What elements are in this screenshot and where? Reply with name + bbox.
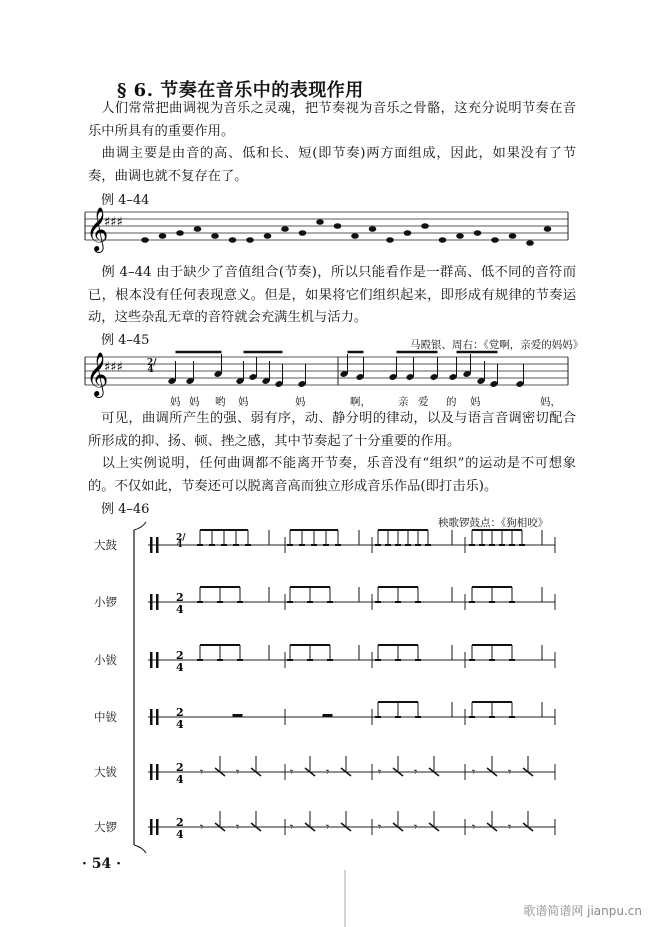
lyric-syllable: 妈 <box>170 396 181 408</box>
eighth-rest: 𝄾 <box>290 765 294 779</box>
time-signature: 4 <box>176 603 184 616</box>
bracket-ends <box>134 522 146 853</box>
whole-note <box>211 233 219 239</box>
eighth-rest: 𝄾 <box>414 765 418 779</box>
paragraph-text: 曲调主要是由音的高、低和长、短(即节奏)两方面组成，因此，如果没有了节奏，曲调也就不复存在了。 <box>88 146 576 184</box>
whole-note <box>351 233 359 239</box>
lyric-syllable: 爱 <box>418 396 429 408</box>
whole-note <box>456 233 464 239</box>
instrument-label: 大钹 <box>94 765 117 779</box>
lyric-syllable: 妈， <box>540 396 561 408</box>
whole-note <box>544 226 552 232</box>
key-signature-sharps: ♯♯♯ <box>104 215 123 230</box>
lyric-syllable: 妈 <box>470 396 481 408</box>
lyric-syllable: 啊， <box>350 396 371 408</box>
whole-note <box>404 230 412 236</box>
whole-note <box>526 240 534 246</box>
paragraph-text: 人们常常把曲调视为音乐之灵魂，把节奏视为音乐之骨骼，这充分说明节奏在音乐中所具有的重要作用。 <box>88 101 576 139</box>
eighth-rest: 𝄾 <box>508 820 512 834</box>
paragraph-text: 以上实例说明，任何曲调都不能离开节奏，乐音没有“组织”的运动是不可想象的。不仅如此，节奏还可以脱离音高而独立形成音乐作品(即打击乐)。 <box>88 456 576 494</box>
treble-clef: 𝄞 <box>86 207 109 251</box>
eighth-rest: 𝄾 <box>472 820 476 834</box>
whole-note <box>386 237 394 243</box>
eighth-rest: 𝄾 <box>236 765 240 779</box>
time-signature-4-45: 2/4 <box>147 358 157 375</box>
lyric-syllable: 妈 <box>189 396 200 408</box>
time-signature: 2 <box>176 591 184 604</box>
whole-note <box>439 237 447 243</box>
example-label-4-44: 例 4–44 <box>101 193 150 208</box>
eighth-rest: 𝄾 <box>200 765 204 779</box>
example-source-4-46: 秧歌锣鼓点：《狗相咬》 <box>438 517 549 529</box>
percussion-clef <box>150 537 153 553</box>
whole-note <box>316 219 324 225</box>
eighth-rest: 𝄾 <box>200 820 204 834</box>
lyric-syllable: 哟 <box>215 396 226 408</box>
eighth-rest: 𝄾 <box>414 820 418 834</box>
whole-note <box>334 223 342 229</box>
lyric-syllable: 妈 <box>238 396 249 408</box>
percussion-clef <box>156 594 159 610</box>
instrument-label: 大鼓 <box>94 538 117 552</box>
eighth-rest: 𝄾 <box>378 820 382 834</box>
percussion-clef <box>150 594 153 610</box>
whole-note <box>299 230 307 236</box>
percussion-clef <box>150 652 153 668</box>
instrument-label: 中钹 <box>94 710 117 724</box>
whole-note <box>281 226 289 232</box>
instrument-label: 大锣 <box>94 820 117 834</box>
time-signature: 4 <box>176 718 184 731</box>
whole-note <box>176 230 184 236</box>
whole-note <box>421 223 429 229</box>
whole-note <box>229 237 237 243</box>
whole-note <box>264 233 272 239</box>
whole-rest <box>233 714 243 717</box>
page-number: · 54 · <box>82 856 121 872</box>
percussion-clef <box>156 819 159 835</box>
time-signature: 2 <box>176 649 184 662</box>
section-title: § 6. 节奏在音乐中的表现作用 <box>117 80 364 101</box>
eighth-rest: 𝄾 <box>236 820 240 834</box>
time-signature: 4 <box>176 661 184 674</box>
percussion-clef <box>150 709 153 725</box>
instrument-label: 小钹 <box>94 653 117 667</box>
whole-note <box>474 230 482 236</box>
whole-note <box>369 226 377 232</box>
percussion-clef <box>156 764 159 780</box>
whole-note <box>246 237 254 243</box>
lyric-syllable: 的 <box>446 396 457 408</box>
percussion-clef <box>150 819 153 835</box>
eighth-rest: 𝄾 <box>290 820 294 834</box>
example-label-4-46: 例 4–46 <box>101 502 150 517</box>
percussion-clef <box>150 764 153 780</box>
watermark: 歌谱简谱网 jianpu.cn <box>523 904 642 918</box>
time-signature: 4 <box>176 773 184 786</box>
percussion-clef <box>156 537 159 553</box>
percussion-clef <box>156 652 159 668</box>
time-signature-4-46: 2/4 <box>176 533 186 550</box>
time-signature: 4 <box>176 828 184 841</box>
paragraph-text: 例 4–44 由于缺少了音值组合(节奏)，所以只能看作是一群高、低不同的音符而已，根本没有任何表现意义。但是，如果将它们组织起来，即形成有规律的节奏运动，这些杂乱无章的音符就会充满生机与活力。 <box>88 265 576 325</box>
example-source-4-45: 马殿银、周右：《党啊，亲爱的妈妈》 <box>410 339 584 351</box>
eighth-rest: 𝄾 <box>472 765 476 779</box>
eighth-rest: 𝄾 <box>378 765 382 779</box>
whole-note <box>509 233 517 239</box>
whole-rest <box>323 714 333 717</box>
lyric-syllable: 妈 <box>295 396 306 408</box>
paragraph-text: 可见，曲调所产生的强、弱有序，动、静分明的律动，以及与语言音调密切配合所形成的抑、扬、顿、挫之感，其中节奏起了十分重要的作用。 <box>88 411 576 449</box>
treble-clef: 𝄞 <box>86 352 109 396</box>
time-signature: 2 <box>176 761 184 774</box>
whole-note <box>141 237 149 243</box>
eighth-rest: 𝄾 <box>326 820 330 834</box>
instrument-label: 小锣 <box>94 595 117 609</box>
time-signature: 2 <box>176 816 184 829</box>
lyric-syllable: 亲 <box>398 396 409 408</box>
whole-note <box>491 237 499 243</box>
percussion-clef <box>156 709 159 725</box>
whole-note <box>159 233 167 239</box>
key-signature-sharps: ♯♯♯ <box>104 360 123 375</box>
eighth-rest: 𝄾 <box>508 765 512 779</box>
eighth-rest: 𝄾 <box>326 765 330 779</box>
whole-note <box>194 226 202 232</box>
example-label-4-45: 例 4–45 <box>101 333 150 348</box>
time-signature: 2 <box>176 706 184 719</box>
